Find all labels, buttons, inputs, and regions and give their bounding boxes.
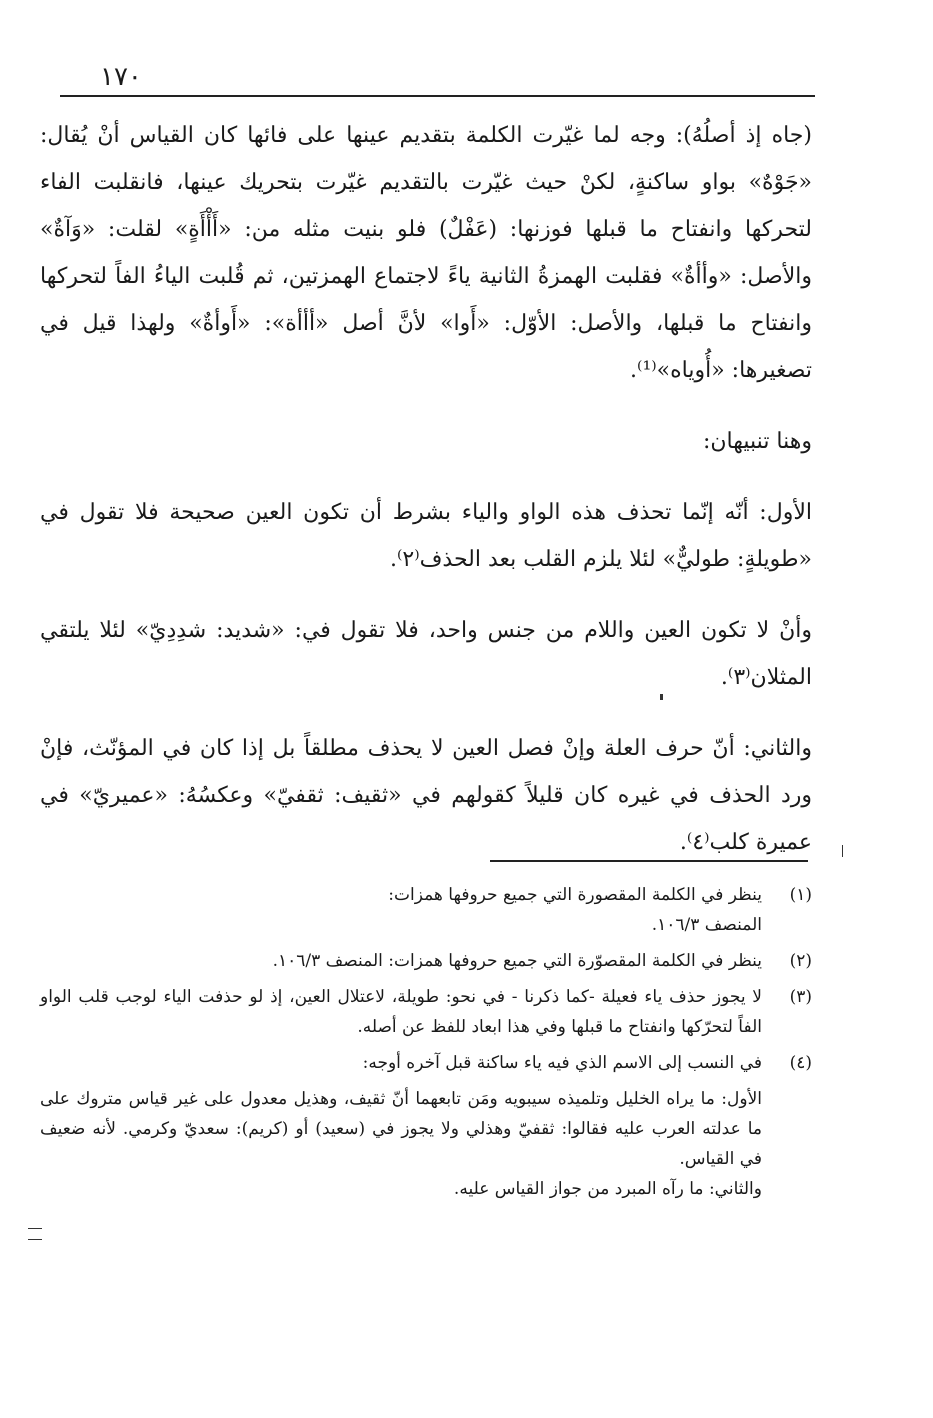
footnote-line: والثاني: ما رآه المبرد من جواز القياس عليه. [453, 1179, 762, 1199]
paragraph-3: الأول: أنّه إنّما تحذف هذه الواو والياء بشرط أن تكون العين صحيحة فلا تقول في «طويلةٍ: طوليٌّ» لئلا يلزم القلب بعد الحذف⁽٢⁾. [40, 500, 812, 572]
footnote-number: (٢) [789, 951, 812, 971]
footnote-line: ينظر في الكلمة المقصوّرة التي جميع حروفها همزات: المنصف ١٠٦/٣. [272, 951, 762, 971]
footnote-2 [40, 946, 812, 976]
footnote-4 [40, 1048, 812, 1078]
paragraph-2: وهنا تنبيهان: [702, 429, 812, 454]
footnote-line: ينظر في الكلمة المقصورة التي جميع حروفها همزات: [388, 885, 762, 905]
footnote-line: في النسب إلى الاسم الذي فيه ياء ساكنة قبل آخره أوجه: [362, 1053, 762, 1073]
footnote-line: لا يجوز حذف ياء فعيلة -كما ذكرنا - في نحو: طويلة، لاعتلال العين، إذ لو حذفت الياء لوجب قلب الواو الفاً لتحرّكها وانفتاح ما قبلها وفي هذا ابعاد للفظ عن أصله. [40, 987, 762, 1037]
ink-mark [660, 694, 663, 700]
footnote-1 [40, 880, 812, 940]
main-text [40, 112, 812, 866]
footnote-4-continuation [40, 1084, 762, 1204]
paragraph-5: والثاني: أنّ حرف العلة وإنْ فصل العين لا يحذف مطلقاً بل إذا كان في المؤنّث، فإنْ ورد الحذف في غيره كان قليلاً كقولهم في «ثقيف: ثقفيّ» وعكسُهُ: «عميريّ» في عميرة كلب⁽٤⁾. [40, 736, 812, 855]
header-rule [60, 95, 815, 97]
paragraph-4: وأنْ لا تكون العين واللام من جنس واحد، فلا تقول في: «شديد: شدِدِيّ» لئلا يلتقي المثلان⁽٣⁾. [40, 618, 812, 690]
footnote-number: (٤) [789, 1053, 812, 1073]
page-number: ١٧٠ [100, 62, 142, 92]
footnotes [40, 880, 812, 1204]
footnote-number: (٣) [789, 987, 812, 1007]
footnote-line: الأول: ما يراه الخليل وتلميذه سيبويه ومَن تابعهما أنّ ثقيف، وهذيل معدول على غير قياس متروك على ما عدلته العرب عليه فقالوا: ثقفيّ وهذلي ولا يجوز في (سعيد) أو (كريم): سعديّ وكرمي. لأنه ضعيف في القياس. [40, 1089, 762, 1169]
footnote-line: المنصف ١٠٦/٣. [651, 915, 762, 935]
margin-equals-mark [28, 1228, 42, 1240]
footnote-3 [40, 982, 812, 1042]
footnote-rule [490, 860, 808, 862]
footnote-number: (١) [789, 885, 812, 905]
paragraph-1: (جاه إذ أصلُهُ): وجه لما غيّرت الكلمة بتقديم عينها على فائها كان القياس أنْ يُقال: «جَوْهٌ» بواو ساكنةٍ، لكنْ حيث غيّرت بالتقديم غيّرت بتحريك عينها، فانقلبت الفاء لتحركها وانفتاح ما قبلها فوزنها: (عَفْلٌ) فلو بنيت مثله من: «أَأْأَةٍ» لقلت: «وَآةٌ» والأصل: «وأأةٌ» فقلبت الهمزةُ الثانية ياءً لاجتماع الهمزتين، ثم قُلبت الياءُ الفاً لتحركها وانفتاح ما قبلها، والأصل: الأوّل: «أَوا» لأنَّ أصل «أأأة»: «أَوأةٌ» ولهذا قيل في تصغيرها: «أُوياه»⁽¹⁾. [40, 123, 813, 383]
margin-tick [842, 845, 843, 857]
